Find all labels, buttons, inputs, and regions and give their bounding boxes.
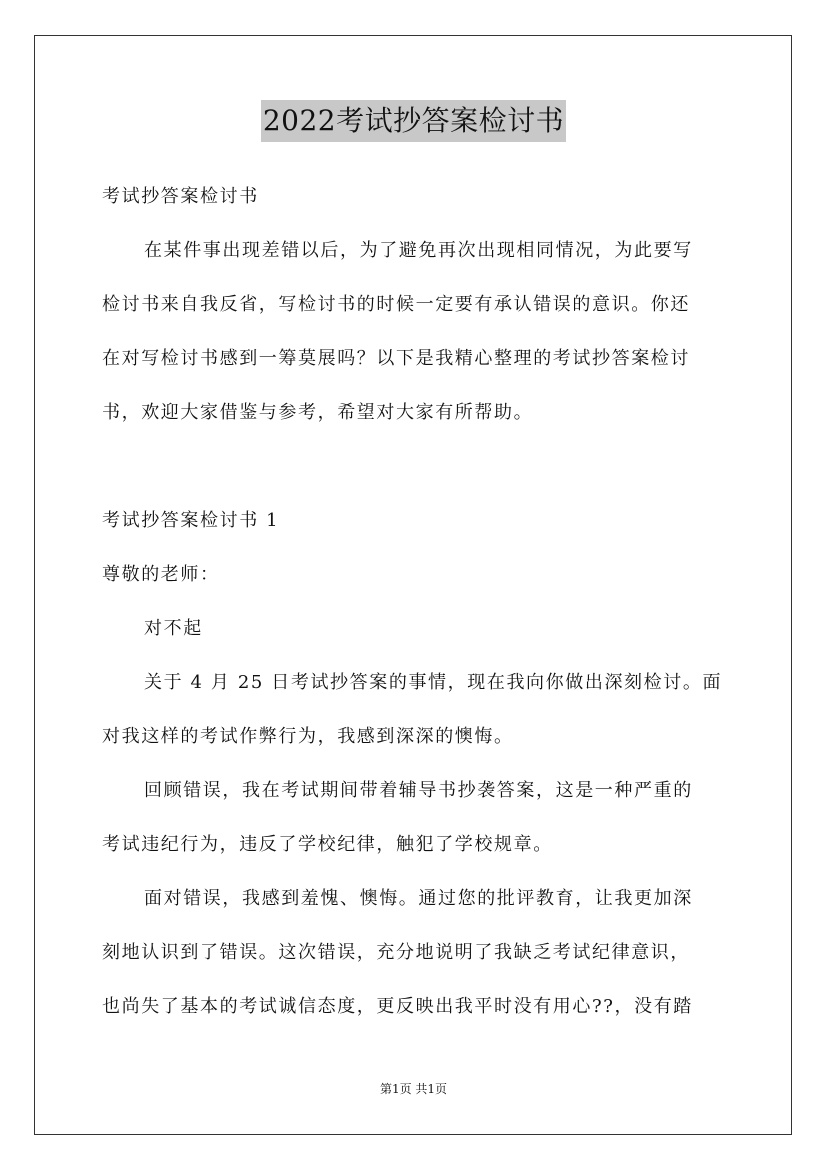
text-line: 面对错误，我感到羞愧、懊悔。通过您的批评教育，让我更加深 bbox=[144, 888, 693, 909]
text-line: 关于 4 月 25 日考试抄答案的事情，现在我向你做出深刻检讨。面 bbox=[144, 672, 723, 693]
text-line: 书，欢迎大家借鉴与参考，希望对大家有所帮助。 bbox=[102, 402, 534, 423]
text-line: 考试违纪行为，违反了学校纪律，触犯了学校规章。 bbox=[102, 834, 553, 855]
document-title: 2022考试抄答案检讨书 bbox=[261, 100, 566, 142]
text-line: 尊敬的老师： bbox=[102, 564, 220, 585]
text-line: 也尚失了基本的考试诚信态度，更反映出我平时没有用心??，没有踏 bbox=[102, 996, 693, 1017]
text-line: 检讨书来自我反省，写检讨书的时候一定要有承认错误的意识。你还 bbox=[102, 294, 690, 315]
text-line: 在对写检讨书感到一筹莫展吗？以下是我精心整理的考试抄答案检讨 bbox=[102, 348, 690, 369]
text-line: 刻地认识到了错误。这次错误，充分地说明了我缺乏考试纪律意识， bbox=[102, 942, 690, 963]
document-body bbox=[102, 170, 728, 1034]
text-line: 在某件事出现差错以后，为了避免再次出现相同情况，为此要写 bbox=[144, 240, 693, 261]
title-area bbox=[0, 100, 827, 142]
page-footer: 第1页 共1页 bbox=[379, 1082, 448, 1096]
text-line: 考试抄答案检讨书 bbox=[102, 186, 259, 207]
text-line: 对我这样的考试作弊行为，我感到深深的懊悔。 bbox=[102, 726, 514, 747]
text-line: 考试抄答案检讨书 1 bbox=[102, 510, 280, 531]
text-line: 对不起 bbox=[144, 618, 203, 639]
blank-line bbox=[102, 440, 728, 494]
text-line: 回顾错误，我在考试期间带着辅导书抄袭答案，这是一种严重的 bbox=[144, 780, 693, 801]
